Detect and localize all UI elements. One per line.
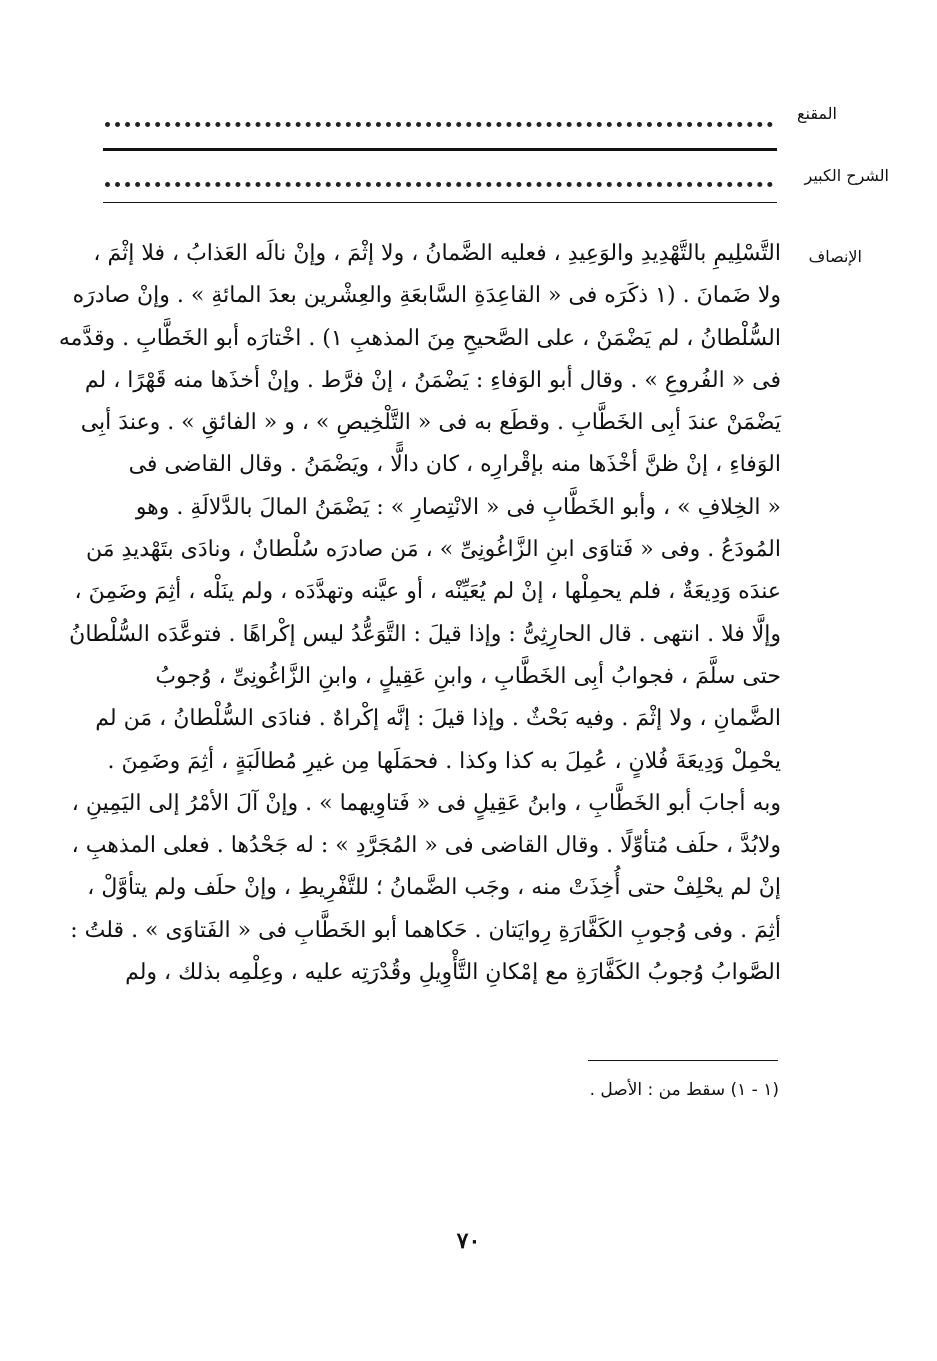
text-line: أثِمَ . وفى وُجوبِ الكَفَّارَةِ رِوايَتان . حَكاهما أبو الخَطَّابِ فى « الفَتاوَى » . قلتُ : <box>70 917 781 943</box>
text-line: حتى سلَّمَ ، فجوابُ أبِى الخَطَّابِ ، وابنِ عَقِيلٍ ، وابنِ الزَّاغُونِىِّ ، وُجوبُ <box>155 663 781 689</box>
section-divider-thin <box>103 202 777 203</box>
sharh-label: الشرح الكبير <box>804 166 889 185</box>
text-line: السُّلْطانُ ، لم يَضْمَنْ ، على الصَّحيحِ مِنَ المذهبِ ١) . اخْتارَه أبو الخَطَّابِ . وقدَّمه <box>58 325 781 351</box>
section-divider <box>103 148 777 151</box>
text-line: ولا ضَمانَ . (١ ذكَرَه فى « القاعِدَةِ السَّابعَةِ والعِشْرين بعدَ المائةِ » . وإنْ صادرَه <box>72 283 781 309</box>
text-line: المُودَعُ . وفى « فَتاوَى ابنِ الزَّاغُونِىِّ » ، مَن صادرَه سُلْطانٌ ، ونادَى بتَهْديدِ مَن <box>86 537 781 563</box>
text-line: يحْمِلْ وَدِيعَةَ فُلانٍ ، عُمِلَ به كذا وكذا . فحمَلَها مِن غيرِ مُطالَبَةٍ ، أثِمَ وضَمِنَ . <box>107 748 781 774</box>
text-line: ولابُدَّ ، حلَف مُتأوِّلًا . وقال القاضى فى « المُجَرَّدِ » : له جَحْدُها . فعلى المذهبِ ، <box>71 833 781 859</box>
text-line: الضَّمانِ ، ولا إثْمَ . وفيه بَحْثٌ . وإذا قيلَ : إنَّه إكْراهٌ . فنادَى السُّلْطانُ ، مَن لم <box>95 706 781 732</box>
muqni-label: المقنع <box>796 104 837 123</box>
muqni-dotted-line <box>105 108 773 127</box>
text-line: إنْ لم يحْلِفْ حتى أُخِذَتْ منه ، وجَب الضَّمانُ ؛ للتَّفْرِيطِ ، وإنْ حلَف ولم يتأوَّلْ ، <box>87 875 781 901</box>
text-line: التَّسْلِيمِ بالتَّهْدِيدِ والوَعِيدِ ، فعليه الضَّمانُ ، ولا إثْمَ ، وإنْ نالَه العَذابُ ، فلا إثْمَ ، <box>93 241 781 266</box>
text-line: عندَه وَدِيعَةٌ ، فلم يحمِلْها ، إنْ لم يُعَيِّنْه ، أو عيَّنه وتهدَّدَه ، ولم ينَلْه ، أثِمَ وضَمِنَ ، <box>74 579 781 605</box>
text-line: الوَفاءِ ، إنْ ظنَّ أخْذَها منه بإقْرارِه ، كان دالًّا ، ويَضْمَنُ . وقال القاضى فى <box>128 452 781 478</box>
footnote: (١ - ١) سقط من : الأصل . <box>589 1080 779 1100</box>
text-line: الصَّوابُ وُجوبُ الكَفَّارَةِ مع إمْكانِ التَّأْوِيلِ وقُدْرَتِه عليه ، وعِلْمِه بذلك ، ولم <box>125 960 781 986</box>
insaf-body-text <box>58 233 781 994</box>
footnote-separator <box>588 1060 778 1061</box>
page-number: ٧٠ <box>456 1228 481 1254</box>
text-line: « الخِلافِ » ، وأبو الخَطَّابِ فى « الانْتِصارِ » : يَضْمَنُ المالَ بالدَّلالَةِ . وهو <box>135 494 781 520</box>
text-line: فى « الفُروعِ » . وقال أبو الوَفاءِ : يَضْمَنُ ، إنْ فرَّط . وإنْ أخذَها منه قَهْرًا ، لم <box>84 367 781 393</box>
text-line: وإلَّا فلا . انتهى . قال الحارِثِىُّ : وإذا قيلَ : التَّوَعُّدُ ليس إكْراهًا . فتوعَّدَه السُّلْطانُ <box>69 621 781 647</box>
text-line: وبه أجابَ أبو الخَطَّابِ ، وابنُ عَقِيلٍ فى « فَتاوِيهما » . وإنْ آلَ الأمْرُ إلى اليَمِينِ ، <box>71 790 781 816</box>
insaf-label: الإنصاف <box>808 247 862 266</box>
sharh-dotted-line <box>105 168 773 187</box>
text-line: يَضْمَنْ عندَ أبِى الخَطَّابِ . وقطَع به فى « التَّلْخِيصِ » ، و « الفائقِ » . وعندَ أبِى <box>80 410 781 436</box>
